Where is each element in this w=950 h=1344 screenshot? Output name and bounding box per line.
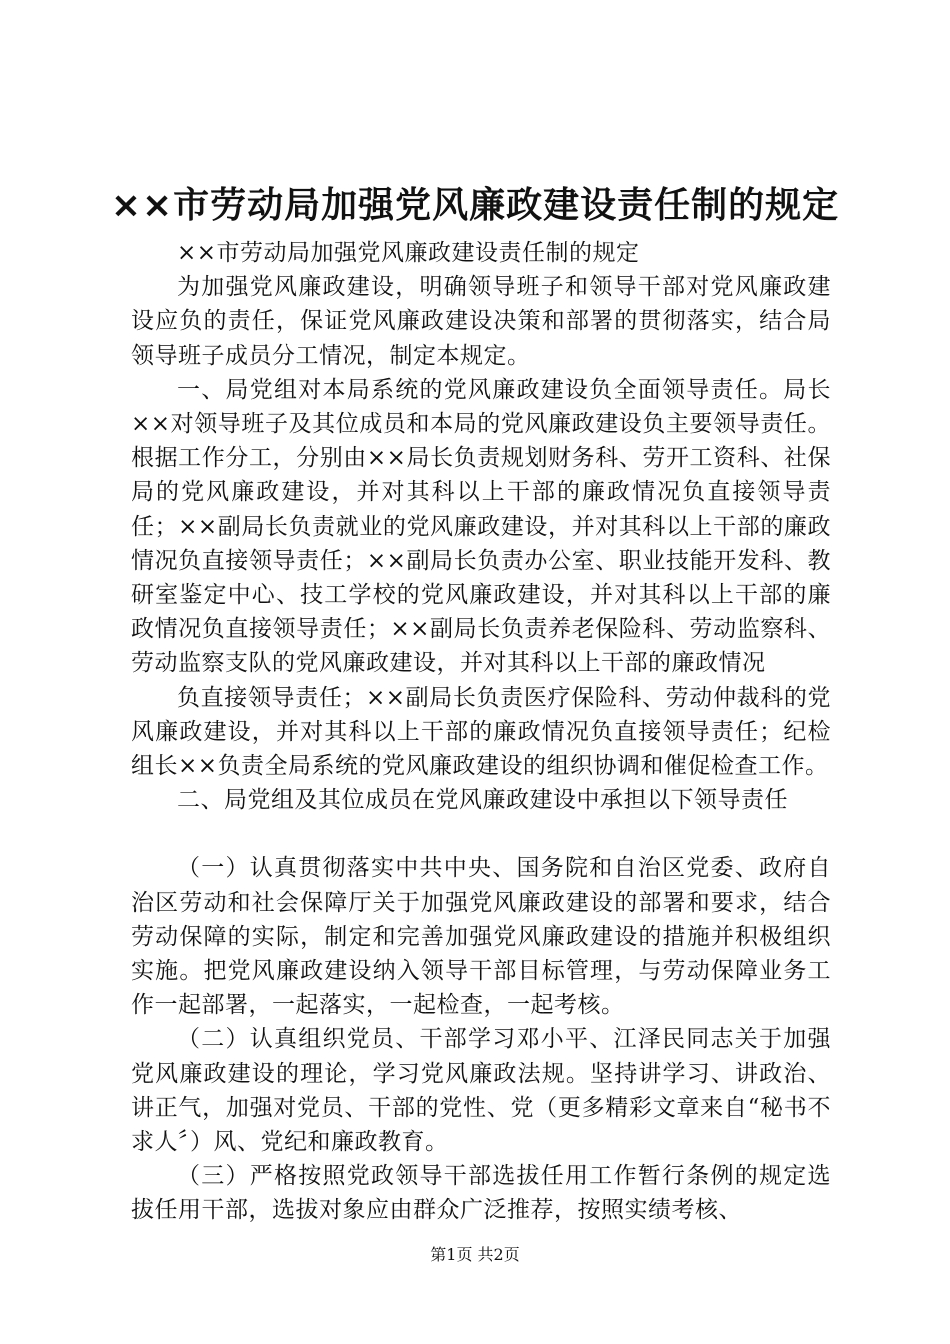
paragraph-item-3: （三）严格按照党政领导干部选拔任用工作暂行条例的规定选拔任用干部，选拔对象应由群众广泛推荐，按照实绩考核、: [131, 1163, 831, 1224]
paragraph-item-1: （一）认真贯彻落实中共中央、国务院和自治区党委、政府自治区劳动和社会保障厅关于加强党风廉政建设的部署和要求，结合劳动保障的实际，制定和完善加强党风廉政建设的措施并积极组织实施。把党风廉政建设纳入领导干部目标管理，与劳动保障业务工作一起部署，一起落实，一起检查，一起考核。: [131, 855, 831, 1019]
paragraph-section-1: 一、局党组对本局系统的党风廉政建设负全面领导责任。局长××对领导班子及其位成员和本局的党风廉政建设负主要领导责任。根据工作分工，分别由××局长负责规划财务科、劳开工资科、社保局的党风廉政建设，并对其科以上干部的廉政情况负直接领导责任；××副局长负责就业的党风廉政建设，并对其科以上干部的廉政情况负直接领导责任；××副局长负责办公室、职业技能开发科、教研室鉴定中心、技工学校的党风廉政建设，并对其科以上干部的廉政情况负直接领导责任；××副局长负责养老保险科、劳动监察科、劳动监察支队的党风廉政建设，并对其科以上干部的廉政情况: [131, 376, 831, 677]
document-body: [131, 236, 831, 1228]
paragraph-section-1-continued: 负直接领导责任；××副局长负责医疗保险科、劳动仲裁科的党风廉政建设，并对其科以上干部的廉政情况负直接领导责任；纪检组长××负责全局系统的党风廉政建设的组织协调和催促检查工作。: [131, 684, 831, 780]
page-footer: 第1页 共2页: [430, 1245, 520, 1264]
document-title: ××市劳动局加强党风廉政建设责任制的规定: [110, 185, 840, 226]
paragraph-intro: 为加强党风廉政建设，明确领导班子和领导干部对党风廉政建设应负的责任，保证党风廉政建设决策和部署的贯彻落实，结合局领导班子成员分工情况，制定本规定。: [131, 274, 831, 369]
paragraph-section-2-heading: 二、局党组及其位成员在党风廉政建设中承担以下领导责任: [177, 787, 788, 814]
paragraph-item-2: （二）认真组织党员、干部学习邓小平、江泽民同志关于加强党风廉政建设的理论，学习党风廉政法规。坚持讲学习、讲政治、讲正气，加强对党员、干部的党性、党（更多精彩文章来自“秘书不求人〞）风、党纪和廉政教育。: [131, 1026, 831, 1156]
paragraph-subtitle: ××市劳动局加强党风廉政建设责任制的规定: [177, 240, 640, 266]
